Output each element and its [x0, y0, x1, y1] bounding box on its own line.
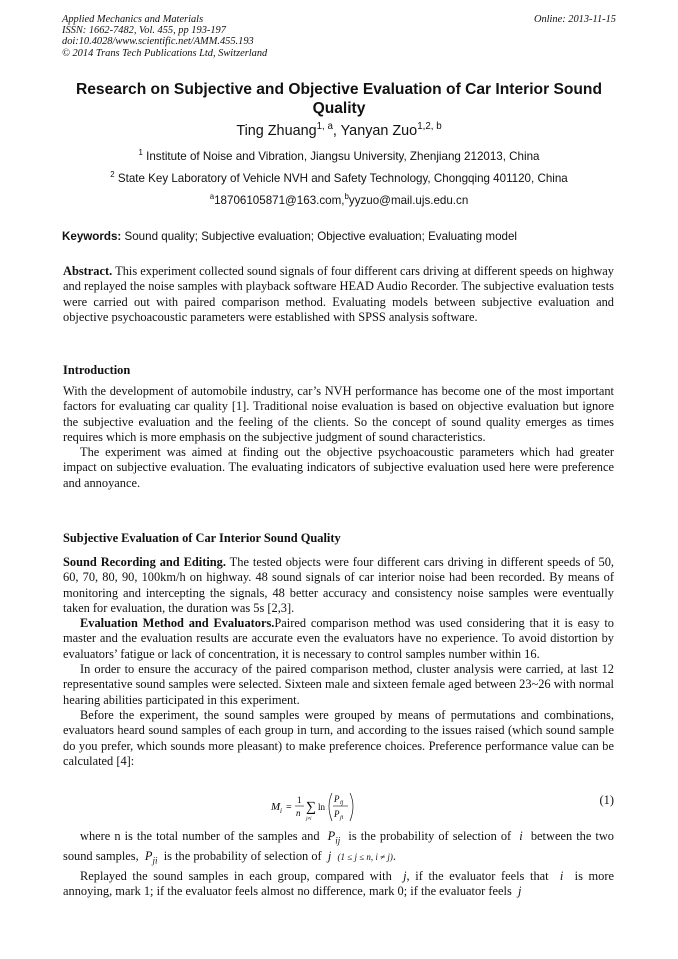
keywords: [62, 230, 616, 244]
math-Pij-base: P: [327, 829, 336, 843]
math-Pij: [327, 829, 341, 846]
paper-title: Research on Subjective and Objective Evaluation of Car Interior Sound Quality: [76, 81, 602, 117]
intro-paragraph-2: The experiment was aimed at finding out the objective psychoacoustic parameters which had greater impact on subjective evaluation. The evaluating indicators of subjective evaluation used here were preference and annoyance.: [63, 445, 614, 490]
recording-lead: Sound Recording and Editing.: [63, 555, 226, 569]
math-j-3: j: [517, 883, 522, 898]
author-1-sup: 1, a: [316, 121, 333, 133]
eq-sum: ∑: [306, 800, 316, 815]
section-2-body: [63, 555, 614, 769]
eq-one: 1: [297, 795, 302, 805]
eq-right-paren: [350, 793, 353, 821]
eq-M-sub: i: [280, 807, 282, 815]
eq-ln: ln: [318, 802, 326, 812]
def-text-4: is the probability of selection of: [163, 848, 322, 863]
eq-equals: =: [286, 802, 292, 813]
email-a: 18706105871@163.com,: [214, 194, 345, 207]
math-condition: (1 ≤ j ≤ n, i ≠ j): [337, 851, 393, 862]
email-b: yyzuo@mail.ujs.edu.cn: [348, 194, 469, 207]
affiliation-1-text: Institute of Noise and Vibration, Jiangsu University, Zhenjiang 212013, China: [142, 150, 540, 163]
author-2-sup: 1,2, b: [417, 121, 442, 133]
author-1: Ting Zhuang: [236, 123, 317, 139]
doi-line: doi:10.4028/www.scientific.net/AMM.455.193: [62, 36, 254, 48]
abstract-text: This experiment collected sound signals of four different cars driving at different speeds on highway and replayed the noise samples with playback software HEAD Audio Recorder. The subjective evaluation tests were carried out with paired comparison method. Evaluating models between subjective evaluation and objective psychoacoustic parameters were established with SPSS analysis software.: [63, 264, 614, 324]
experiment-paragraph: Before the experiment, the sound samples were grouped by means of permutations and combinations, evaluators heard sound samples of each group in turn, and according to the issues raised (which sound sample do you prefer, which sounds more pleasant) to make preference choices. Preference performance value can be calculated [4]:: [63, 707, 614, 768]
introduction-heading: Introduction: [63, 363, 131, 377]
section-2-heading: Subjective Evaluation of Car Interior Sound Quality: [63, 531, 341, 545]
def-text-2: is the probability of selection of: [348, 829, 512, 843]
equation-number: (1): [599, 793, 614, 807]
def-text-3: between the two sound samples,: [63, 829, 614, 863]
email-b-sup: b: [344, 192, 349, 202]
eq-left-paren: [329, 793, 332, 821]
affiliation-2-text: State Key Laboratory of Vehicle NVH and Safety Technology, Chongqing 401120, China: [114, 172, 568, 185]
math-Pji: [144, 848, 158, 866]
eq-P-den-sub: ji: [340, 815, 344, 821]
author-2: Yanyan Zuo: [340, 123, 418, 139]
eq-P-den: P: [334, 809, 340, 819]
method-text: Paired comparison method was used considering that it is easy to master and the evaluation results are accurate even the evaluators have no experience. To avoid distortion by evaluators’ fatigue or lack of concentration, it is necessary to control samples number within 16.: [63, 616, 614, 661]
journal-header: [62, 14, 616, 59]
replay-text-1: Replayed the sound samples in each group, compared with: [80, 868, 392, 883]
cluster-paragraph: In order to ensure the accuracy of the paired comparison method, cluster analysis were carried, at last 12 representative sound samples were selected. Sixteen male and sixteen female aged between 23~26 with normal hearing abilities participated in this experiment.: [63, 662, 614, 707]
math-Pij-sub: ij: [335, 835, 341, 846]
journal-name: Applied Mechanics and Materials: [62, 14, 204, 25]
method-lead: Evaluation Method and Evaluators.: [80, 616, 275, 631]
affiliation-1: [62, 150, 616, 164]
eq-P-num: P: [334, 794, 340, 804]
author-separator: ,: [332, 123, 341, 139]
eq-n: n: [296, 808, 301, 818]
email-line: [62, 194, 616, 208]
copyright-line: © 2014 Trans Tech Publications Ltd, Switzerland: [62, 47, 268, 59]
keywords-label: Keywords:: [62, 230, 122, 243]
math-i-2: i: [559, 868, 564, 883]
equation-1: [268, 789, 614, 825]
abstract-label: Abstract.: [63, 264, 113, 278]
math-Pji-sub: ji: [152, 855, 158, 866]
keywords-text: Sound quality; Subjective evaluation; Objective evaluation; Evaluating model: [121, 230, 518, 243]
affiliation-1-sup: 1: [138, 148, 143, 158]
section-2-continued: [63, 829, 614, 899]
author-line: [62, 122, 616, 140]
affiliation-2-sup: 2: [110, 170, 115, 180]
intro-paragraph-1: With the development of automobile industry, car’s NVH performance has become one of the most important factors for evaluating car quality [1]. Traditional noise evaluation is based on objective evaluation but ignore the subjective evaluation and the feeling of the clients. So the concept of sound quality emerges as times requires which is more emphasis on the subjective judgment of sound characteristics.: [63, 384, 614, 444]
abstract: [63, 264, 614, 325]
issn-line: ISSN: 1662-7482, Vol. 455, pp 193-197: [62, 25, 226, 37]
affiliation-2: [62, 172, 616, 186]
math-Pji-base: P: [144, 848, 153, 863]
replay-paragraph: [63, 869, 614, 900]
eq-M: M: [271, 801, 281, 813]
math-j-2: j: [403, 868, 407, 883]
email-a-sup: a: [209, 192, 215, 202]
online-date: Online: 2013-11-15: [533, 14, 616, 25]
recording-text: The tested objects were four different cars driving in different speeds of 50, 60, 70, 80, 90, 100km/h on highway. 48 sound signals of car interior noise had been recorded. By means of monitoring and intercepting the signals, 48 better accuracy and consistency noise samples were eventually taken for evaluation, the duration was 5s [2,3].: [63, 555, 614, 615]
def-text-1: where n is the total number of the samples and: [80, 829, 320, 843]
replay-text-3: is more annoying, mark 1; if the evaluator feels almost no difference, mark 0; if the evaluator feels: [63, 868, 614, 898]
eq-sum-sub: j≠i: [306, 817, 312, 822]
eq-P-num-sub: ij: [340, 800, 344, 806]
math-i-1: i: [519, 829, 523, 843]
math-j-1: j: [327, 848, 332, 863]
introduction-body: [63, 384, 614, 491]
replay-text-2: , if the evaluator feels that: [406, 868, 549, 883]
definition-paragraph: where n is the total number of the samples and $P_{ij}$ is the probability of selection of i between the two sound samples, $P_{ji}$ is the probability of selection of j (1 ≤ j ≤ n, i ≠ j).: [63, 829, 614, 866]
equation-1-formula: [268, 789, 378, 825]
